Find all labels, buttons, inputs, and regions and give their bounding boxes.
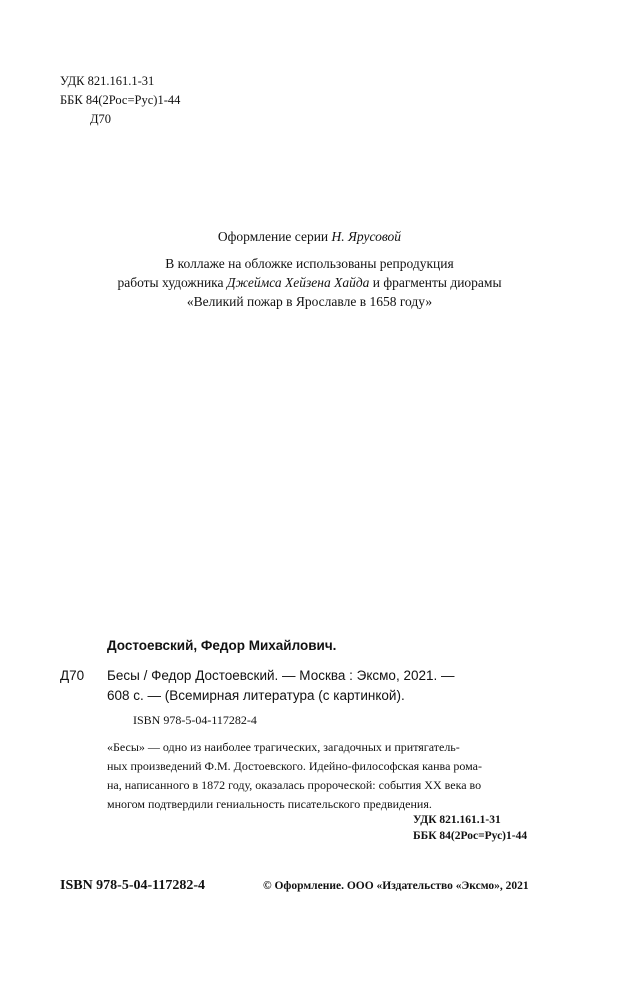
cover-credit-artist-name: Джеймса Хейзена Хайда [226,275,370,290]
annotation-line-3: на, написанного в 1872 году, оказалась пророческой: события XX века во [107,778,482,792]
cover-credit-line-2 [0,273,619,292]
annotation-line-1: «Бесы» — одно из наиболее трагических, загадочных и притягатель- [107,740,460,754]
udk-code: УДК 821.161.1-31 [60,74,155,88]
annotation-line-4: многом подтвердили гениальность писательского предвидения. [107,797,432,811]
bibliographic-description-line-1: Бесы / Федор Достоевский. — Москва : Эксмо, 2021. — [107,668,455,683]
cover-credit [0,254,619,311]
top-classification-codes [60,72,180,129]
annotation [107,738,531,814]
bibliographic-description-line-2: 608 с. — (Всемирная литература (с картинкой). [107,688,405,703]
author-mark: Д70 [90,112,112,126]
series-design-credit [0,229,619,245]
bibliographic-isbn: ISBN 978-5-04-117282-4 [133,713,257,727]
bbk-code: ББК 84(2Рос=Рус)1-44 [60,93,181,107]
author-heading: Достоевский, Федор Михайлович. [107,638,337,653]
design-credit-prefix: Оформление серии [217,229,329,244]
bottom-bbk-code: ББК 84(2Рос=Рус)1-44 [413,830,528,842]
annotation-line-2: ных произведений Ф.М. Достоевского. Идейно-философская канва рома- [107,759,482,773]
bibliographic-class-mark: Д70 [60,668,85,683]
cover-credit-line-2-suffix: и фрагменты диорамы [372,275,502,290]
footer-isbn: ISBN 978-5-04-117282-4 [60,878,206,893]
bottom-classification-codes [413,812,527,844]
cover-credit-line-1: В коллаже на обложке использованы репродукция [165,256,454,271]
cover-credit-line-2-prefix: работы художника [117,275,224,290]
design-credit-name: Н. Ярусовой [331,229,402,244]
bottom-udk-code: УДК 821.161.1-31 [413,814,501,826]
copyright-notice: © Оформление. ООО «Издательство «Эксмо», 2021 [263,880,529,892]
cover-credit-line-3: «Великий пожар в Ярославле в 1658 году» [186,294,433,309]
